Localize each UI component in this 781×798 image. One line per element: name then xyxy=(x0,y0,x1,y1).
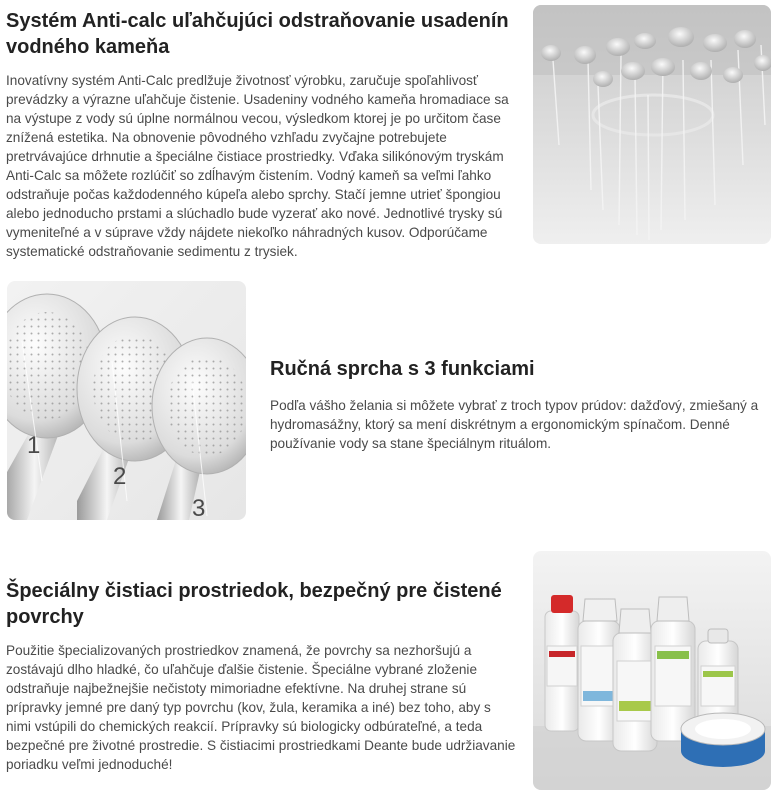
section-2-title: Ručná sprcha s 3 funkciami xyxy=(270,358,535,380)
anti-calc-shower-head-image xyxy=(533,5,771,244)
section-3-title: Špeciálny čistiaci prostriedok, bezpečný pre čistené povrchy xyxy=(6,580,502,628)
label-2: 2 xyxy=(113,463,127,490)
section-1-title: Systém Anti-calc uľahčujúci odstraňovanie usadenín vodného kameňa xyxy=(6,10,509,58)
label-1: 1 xyxy=(27,432,41,459)
label-3: 3 xyxy=(192,495,206,520)
section-1-text: Inovatívny systém Anti-Calc predlžuje životnosť výrobku, zaručuje spoľahlivosť prevádzky a výrazne uľahčuje čistenie. Usadeniny vodného kameňa hromadiace sa na výstupe z vody sú úplne normálnou vecou, výsledkom ktorej je po určitom čase znížená estetika. Na obnovenie pôvodného vzhľadu zvyčajne potrebujete pretrvávajúce drhnutie a špeciálne čistiace prostriedky. Vďaka silikónovým tryskám Anti-Calc sa môžete rozlúčiť so zdĺhavým čistením. Vodný kameň sa veľmi ľahko odstraňuje počas každodenného kúpeľa alebo sprchy. Stačí jemne utrieť špongiou alebo jednoducho prstami a slúchadlo bude vyzerať ako nové. Jednotlivé trysky sú vymeniteľné a v súprave vždy nájdete niekoľko náhradných kusov. Odporúčame systematické odstraňovanie sedimentu z trysiek. xyxy=(6,73,509,259)
section-3-text: Použitie špecializovaných prostriedkov znamená, že povrchy sa nezhoršujú a zostávajú dlho hladké, čo uľahčuje ďalšie čistenie. Špeciálne vybrané zloženie odstraňuje najbežnejšie nečistoty mimoriadne efektívne. Na druhej strane sú prípravky jemné pre daný typ povrchu (kov, žula, keramika a iné) bez toho, aby s nimi vstúpili do chemických reakcií. Prípravky sú biologicky odbúrateľné, a teda bezpečné pre životné prostredie. S čistiacimi prostriedkami Deante bude udržiavanie poriadku veľmi jednoduché! xyxy=(6,643,516,772)
three-hand-showers-image xyxy=(7,281,246,520)
cleaning-products-image xyxy=(533,551,771,790)
section-2-text: Podľa vášho želania si môžete vybrať z troch typov prúdov: dažďový, zmiešaný a hydromasážny, ktorý sa mení diskrétnym a ergonomickým spínačom. Denné používanie vody sa stane špeciálnym rituálom. xyxy=(270,398,759,451)
